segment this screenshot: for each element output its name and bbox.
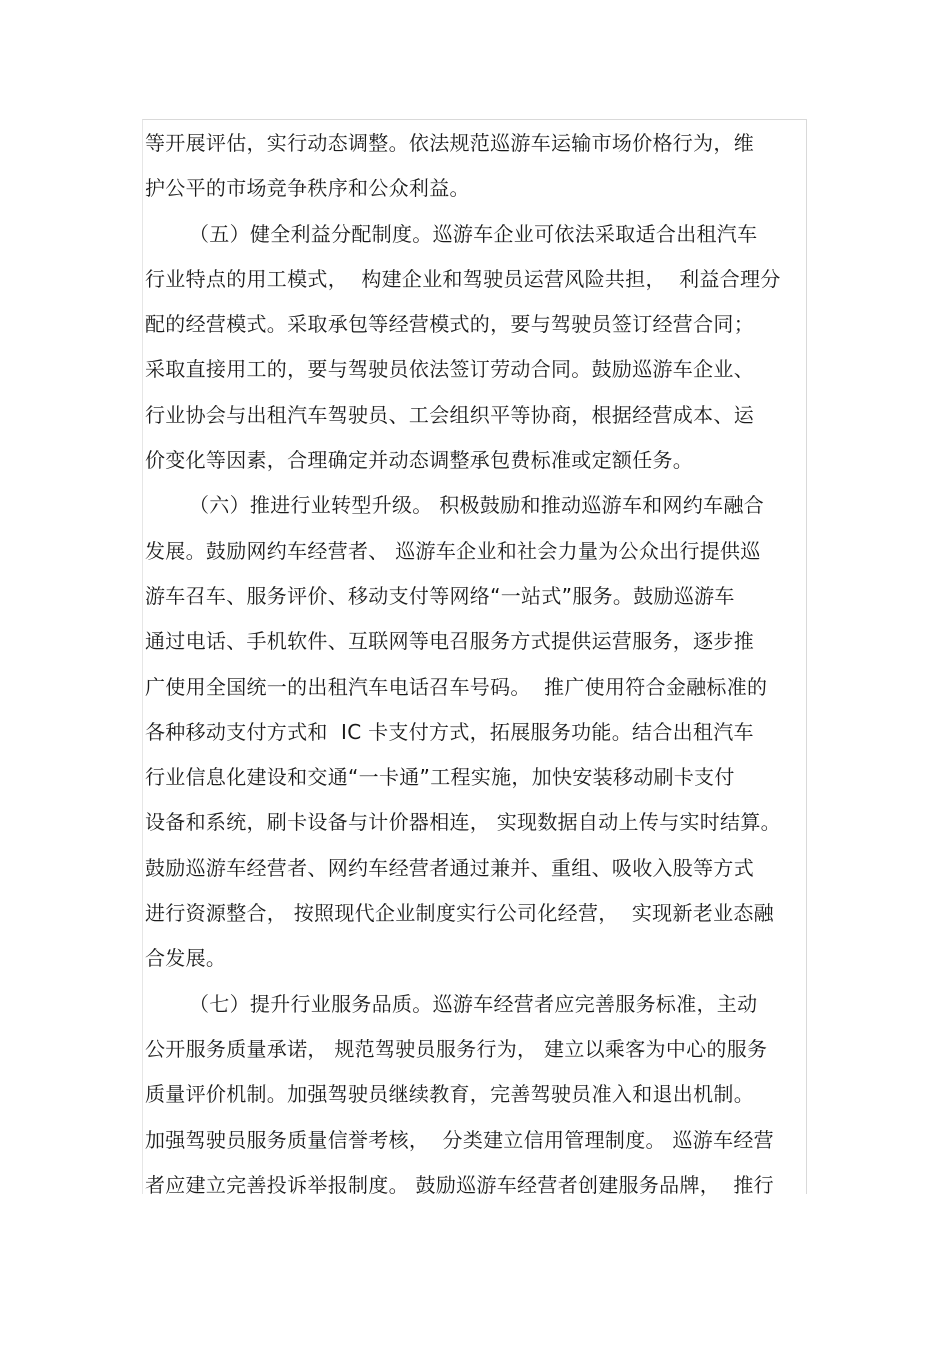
text-line: 护公平的市场竞争秩序和公众利益。 — [145, 176, 470, 201]
text-line: 设备和系统，刷卡设备与计价器相连， 实现数据自动上传与实时结算。 — [145, 810, 781, 835]
text-line: 行业信息化建设和交通“一卡通”工程实施，加快安装移动刷卡支付 — [145, 765, 735, 790]
text-line: 通过电话、手机软件、互联网等电召服务方式提供运营服务，逐步推 — [145, 629, 754, 654]
text-line: 价变化等因素，合理确定并动态调整承包费标准或定额任务。 — [145, 448, 694, 473]
text-line: 质量评价机制。加强驾驶员继续教育，完善驾驶员准入和退出机制。 — [145, 1082, 754, 1107]
text-line: （六）推进行业转型升级。 积极鼓励和推动巡游车和网约车融合 — [189, 493, 765, 518]
text-line: 行业特点的用工模式， 构建企业和驾驶员运营风险共担， 利益合理分 — [145, 266, 781, 291]
text-line: 游车召车、服务评价、移动支付等网络“一站式”服务。鼓励巡游车 — [145, 583, 735, 608]
text-line: 加强驾驶员服务质量信誉考核， 分类建立信用管理制度。 巡游车经营 — [145, 1127, 774, 1152]
text-line: 广使用全国统一的出租汽车电话召车号码。 推广使用符合金融标准的 — [145, 674, 768, 699]
text-line: 配的经营模式。采取承包等经营模式的，要与驾驶员签订经营合同； — [145, 312, 754, 337]
text-line: 行业协会与出租汽车驾驶员、工会组织平等协商，根据经营成本、运 — [145, 402, 754, 427]
text-line: 鼓励巡游车经营者、网约车经营者通过兼并、重组、吸收入股等方式 — [145, 855, 754, 880]
text-line: 等开展评估，实行动态调整。依法规范巡游车运输市场价格行为，维 — [145, 131, 754, 155]
text-line: 合发展。 — [145, 946, 227, 971]
text-line: 公开服务质量承诺， 规范驾驶员服务行为， 建立以乘客为中心的服务 — [145, 1036, 768, 1061]
text-line: 各种移动支付方式和 IC 卡支付方式，拓展服务功能。结合出租汽车 — [145, 719, 754, 744]
text-line: （七）提升行业服务品质。巡游车经营者应完善服务标准，主动 — [189, 991, 758, 1016]
text-line: 进行资源整合， 按照现代企业制度实行公司化经营， 实现新老业态融 — [145, 901, 774, 926]
text-line: 发展。鼓励网约车经营者、 巡游车企业和社会力量为公众出行提供巡 — [145, 538, 761, 563]
document-body — [145, 121, 810, 1208]
text-line: 采取直接用工的，要与驾驶员依法签订劳动合同。鼓励巡游车企业、 — [145, 357, 754, 382]
text-line: （五）健全利益分配制度。巡游车企业可依法采取适合出租汽车 — [189, 221, 758, 246]
text-line: 者应建立完善投诉举报制度。 鼓励巡游车经营者创建服务品牌， 推行 — [145, 1172, 774, 1197]
